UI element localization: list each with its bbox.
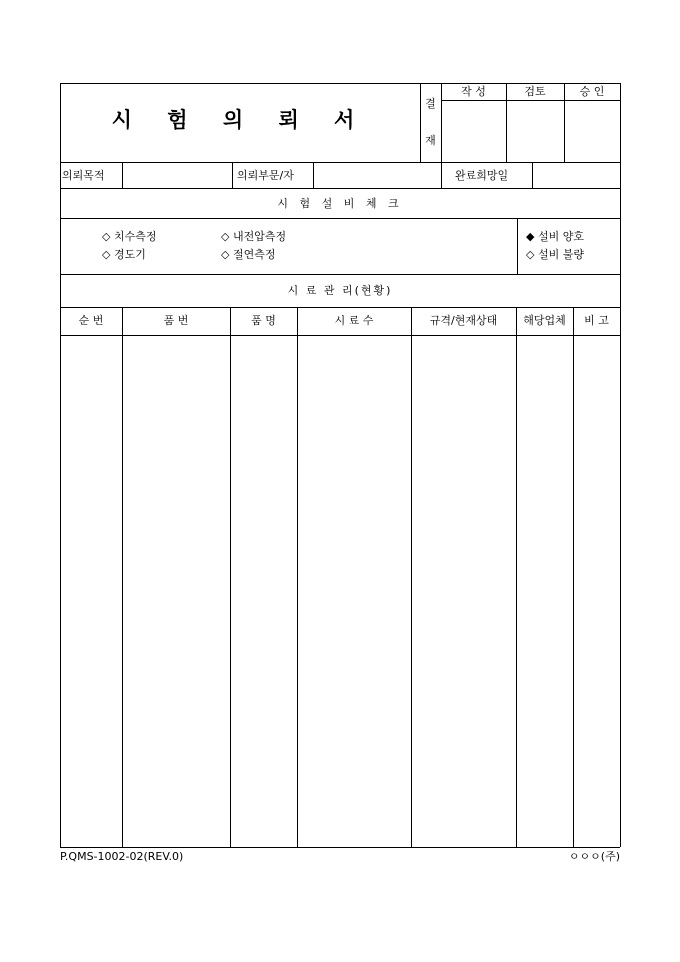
review-signature-box[interactable] <box>507 101 563 161</box>
purpose-field[interactable] <box>126 169 230 183</box>
option-diamond-icon: ◇ <box>102 230 111 243</box>
option-label: 절연측정 <box>232 248 276 261</box>
option-label: 경도기 <box>113 248 146 261</box>
option-diamond-icon: ◇ <box>526 248 535 261</box>
equipment-option-insulation[interactable] <box>221 248 275 262</box>
col-header-spec-status: 규격/현재상태 <box>429 314 498 327</box>
dept-field[interactable] <box>317 169 439 183</box>
status-option-good[interactable] <box>526 230 584 244</box>
approval-col-author: 작 성 <box>461 85 486 98</box>
equipment-option-withstand-voltage[interactable] <box>221 230 286 244</box>
option-diamond-icon: ◇ <box>221 230 230 243</box>
col-header-part-name: 품 명 <box>251 314 276 327</box>
dept-label: 의뢰부문/자 <box>237 169 294 182</box>
page-title: 시 험 의 뢰 서 <box>111 107 369 132</box>
equipment-check-header: 시 험 설 비 체 크 <box>277 197 403 210</box>
approval-label-top: 결 <box>425 97 436 110</box>
col-header-sample-qty: 시 료 수 <box>334 314 374 327</box>
equipment-option-hardness[interactable] <box>102 248 146 262</box>
col-header-seq: 순 번 <box>78 314 104 327</box>
option-diamond-icon: ◇ <box>221 248 230 261</box>
due-label: 완료희망일 <box>455 169 509 182</box>
sample-mgmt-header: 시 료 관 리(현황) <box>287 284 393 297</box>
purpose-label: 의뢰목적 <box>62 169 105 182</box>
due-field[interactable] <box>536 169 618 183</box>
company-name: ㅇㅇㅇ(주) <box>568 850 620 863</box>
option-label: 치수측정 <box>113 230 157 243</box>
col-header-remarks: 비 고 <box>584 314 609 327</box>
option-label: 내전압측정 <box>232 230 287 243</box>
status-label: 설비 양호 <box>537 230 584 243</box>
option-diamond-icon: ◇ <box>102 248 111 261</box>
form-code: P.QMS-1002-02(REV.0) <box>60 850 184 863</box>
approve-signature-box[interactable] <box>565 101 619 161</box>
filled-diamond-icon: ◆ <box>526 230 535 243</box>
approval-label-bottom: 재 <box>425 134 436 147</box>
equipment-option-dimension[interactable] <box>102 230 156 244</box>
sample-table-body[interactable] <box>61 336 619 846</box>
col-header-part-no: 품 번 <box>163 314 189 327</box>
author-signature-box[interactable] <box>442 101 505 161</box>
approval-col-review: 검토 <box>524 85 546 98</box>
status-option-bad[interactable] <box>526 248 584 262</box>
approval-col-approve: 승 인 <box>579 85 605 98</box>
col-header-vendor: 해당업체 <box>523 314 566 327</box>
status-label: 설비 불량 <box>537 248 584 261</box>
